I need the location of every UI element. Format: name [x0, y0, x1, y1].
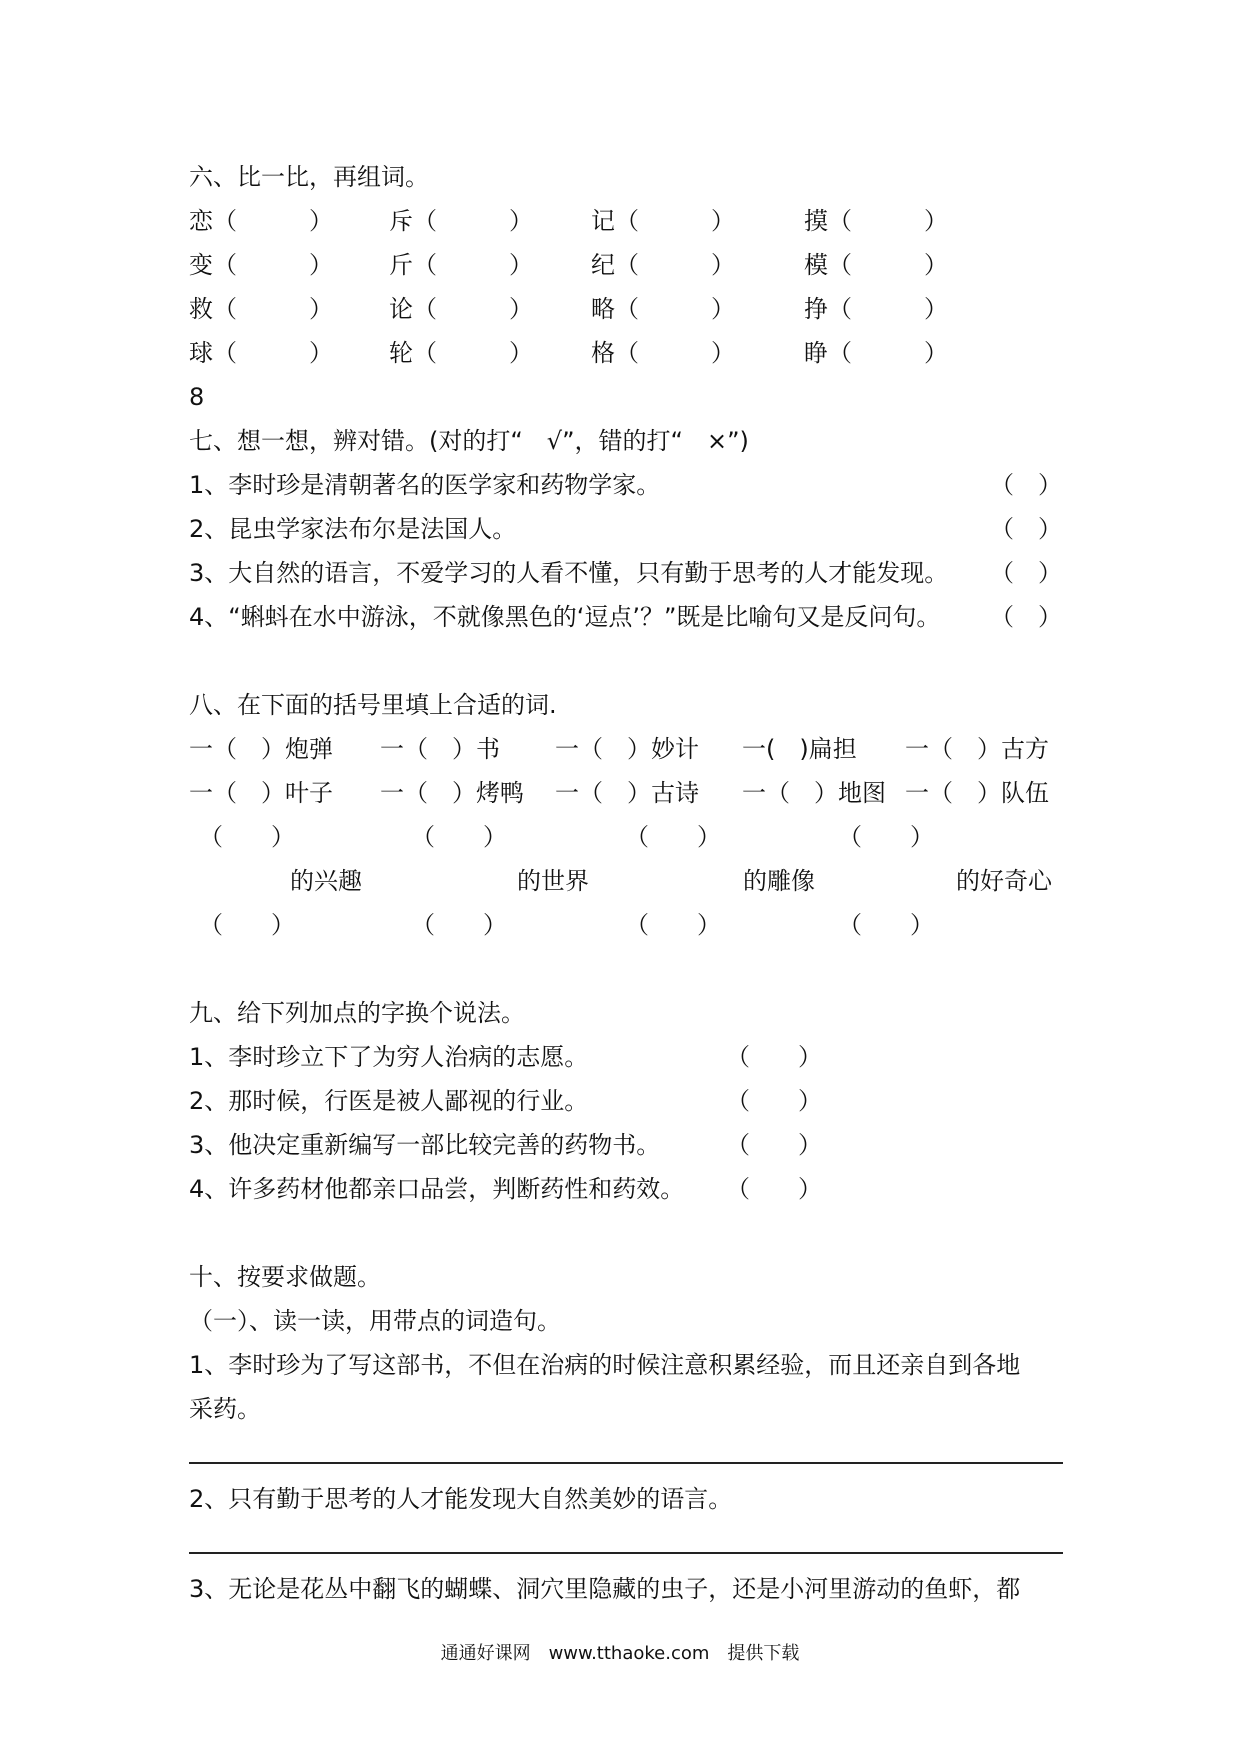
s7-item-blank: （ ） [990, 515, 1062, 543]
s8-cell: 一（ ）古方 [905, 735, 1049, 763]
s10-q3: 3、无论是花丛中翻飞的蝴蝶、洞穴里隐藏的虫子，还是小河里游动的鱼虾，都 [189, 1575, 1021, 1603]
s8-phrase: 的世界 [517, 867, 589, 895]
s8-blank-row-top [0, 822, 1240, 852]
s8-phrase: 的好奇心 [956, 867, 1052, 895]
s10-q1-line2: 采药。 [189, 1395, 261, 1423]
s6-cell: 论（ ） [389, 295, 533, 323]
s8-blank: （ ） [838, 823, 934, 851]
section-8-title: 八、在下面的括号里填上合适的词. [189, 691, 557, 719]
s9-item-text: 2、那时候，行医是被人鄙视的行业。 [189, 1087, 589, 1115]
s8-blank: （ ） [411, 823, 507, 851]
s9-item-blank: （ ） [726, 1043, 822, 1071]
s8-blank-row-bottom [0, 910, 1240, 940]
s8-blank: （ ） [838, 911, 934, 939]
s6-cell: 摸（ ） [804, 207, 948, 235]
s6-cell: 格（ ） [591, 339, 735, 367]
s8-cell: 一（ ）地图 [742, 779, 886, 807]
s6-cell: 救（ ） [189, 295, 333, 323]
s9-item-text: 4、许多药材他都亲口品尝，判断药性和药效。 [189, 1175, 685, 1203]
s6-cell: 恋（ ） [189, 207, 333, 235]
s7-item-blank: （ ） [990, 603, 1062, 631]
s7-item-text: 2、昆虫学家法布尔是法国人。 [189, 515, 517, 543]
s8-cell: 一（ ）炮弹 [189, 735, 333, 763]
s8-row-1 [0, 734, 1240, 764]
section-7-title: 七、想一想，辨对错。(对的打“ √”，错的打“ ×”) [189, 427, 749, 455]
s6-cell: 挣（ ） [804, 295, 948, 323]
s7-item-blank: （ ） [990, 471, 1062, 499]
s7-item-text: 4、“蝌蚪在水中游泳，不就像黑色的‘逗点’？”既是比喻句又是反问句。 [189, 603, 941, 631]
s10-q1-line1: 1、李时珍为了写这部书，不但在治病的时候注意积累经验，而且还亲自到各地 [189, 1351, 1021, 1379]
s8-blank: （ ） [625, 823, 721, 851]
s6-row-4 [0, 338, 1240, 368]
page-number: 8 [189, 383, 205, 411]
s8-blank: （ ） [199, 823, 295, 851]
s8-blank: （ ） [411, 911, 507, 939]
s8-cell: 一（ ）队伍 [905, 779, 1049, 807]
s10-q2: 2、只有勤于思考的人才能发现大自然美妙的语言。 [189, 1485, 733, 1513]
s8-phrase: 的雕像 [743, 867, 815, 895]
s6-row-3 [0, 294, 1240, 324]
s6-cell: 略（ ） [591, 295, 735, 323]
s8-phrase: 的兴趣 [290, 867, 362, 895]
s8-cell: 一（ ）书 [380, 735, 500, 763]
s6-cell: 斥（ ） [389, 207, 533, 235]
s8-blank: （ ） [199, 911, 295, 939]
s8-row-2 [0, 778, 1240, 808]
s9-item-text: 3、他决定重新编写一部比较完善的药物书。 [189, 1131, 661, 1159]
answer-line-2 [189, 1552, 1063, 1554]
s6-cell: 球（ ） [189, 339, 333, 367]
s7-item-blank: （ ） [990, 559, 1062, 587]
s9-item-blank: （ ） [726, 1175, 822, 1203]
s6-cell: 睁（ ） [804, 339, 948, 367]
s8-cell: 一（ ）烤鸭 [380, 779, 524, 807]
s6-row-1 [0, 206, 1240, 236]
s7-item-text: 1、李时珍是清朝著名的医学家和药物学家。 [189, 471, 661, 499]
s6-cell: 纪（ ） [591, 251, 735, 279]
section-10-subtitle: （一）、读一读，用带点的词造句。 [189, 1307, 561, 1335]
s9-item-text: 1、李时珍立下了为穷人治病的志愿。 [189, 1043, 589, 1071]
s6-row-2 [0, 250, 1240, 280]
s8-cell: 一( )扁担 [742, 735, 857, 763]
s6-cell: 记（ ） [591, 207, 735, 235]
section-10-title: 十、按要求做题。 [189, 1263, 381, 1291]
s6-cell: 模（ ） [804, 251, 948, 279]
section-9-title: 九、给下列加点的字换个说法。 [189, 999, 525, 1027]
s8-cell: 一（ ）古诗 [555, 779, 699, 807]
s8-phrase-row [0, 866, 1240, 896]
section-6-title: 六、比一比，再组词。 [189, 163, 429, 191]
s7-item-text: 3、大自然的语言，不爱学习的人看不懂，只有勤于思考的人才能发现。 [189, 559, 949, 587]
s9-item-blank: （ ） [726, 1131, 822, 1159]
s8-blank: （ ） [625, 911, 721, 939]
answer-line-1 [189, 1462, 1063, 1464]
s6-cell: 斤（ ） [389, 251, 533, 279]
s8-cell: 一（ ）妙计 [555, 735, 699, 763]
s6-cell: 变（ ） [189, 251, 333, 279]
s9-item-blank: （ ） [726, 1087, 822, 1115]
s6-cell: 轮（ ） [389, 339, 533, 367]
s8-cell: 一（ ）叶子 [189, 779, 333, 807]
page-footer: 通通好课网 www.tthaoke.com 提供下载 [440, 1643, 800, 1664]
